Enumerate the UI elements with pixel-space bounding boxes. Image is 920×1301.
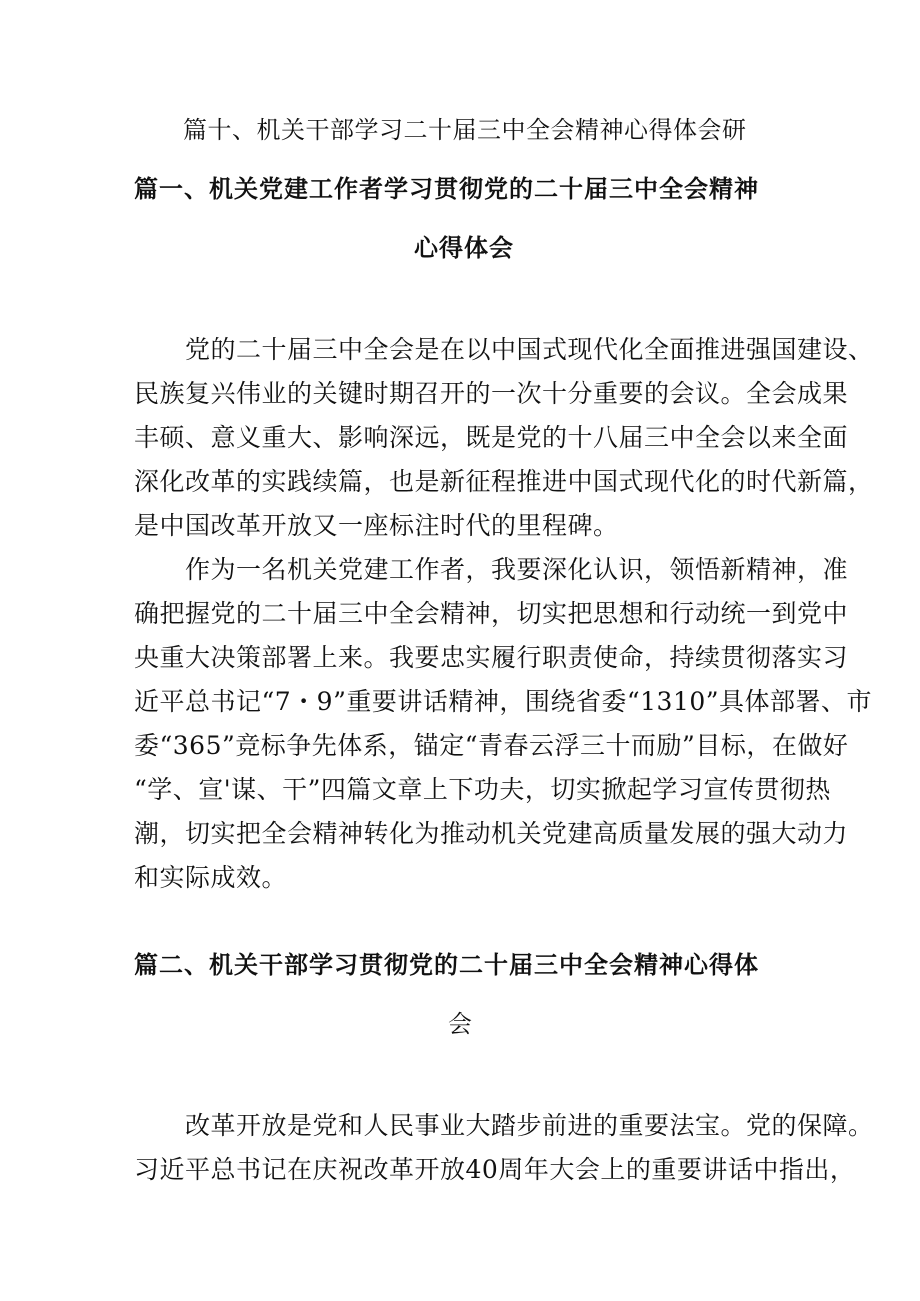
section2-title-line1: 篇二、机关干部学习贯彻党的二十届三中全会精神心得体 xyxy=(134,951,759,979)
paragraph-line: 潮，切实把全会精神转化为推动机关党建高质量发展的强大动力 xyxy=(134,819,849,848)
paragraph-line: 习近平总书记在庆祝改革开放40周年大会上的重要讲话中指出， xyxy=(134,1155,856,1184)
paragraph-line: 确把握党的二十届三中全会精神，切实把思想和行动统一到党中 xyxy=(134,599,849,628)
paragraph-line: 丰硕、意义重大、影响深远，既是党的十八届三中全会以来全面 xyxy=(134,423,849,452)
paragraph-line: 是中国改革开放又一座标注时代的里程碑。 xyxy=(134,511,619,540)
section1-title-line2: 心得体会 xyxy=(414,234,514,262)
paragraph-line: 党的二十届三中全会是在以中国式现代化全面推进强国建设、 xyxy=(134,335,874,364)
paragraph-line: 央重大决策部署上来。我要忠实履行职责使命，持续贯彻落实习 xyxy=(134,643,849,672)
paragraph-line: 改革开放是党和人民事业大踏步前进的重要法宝。党的保障。 xyxy=(134,1111,874,1140)
paragraph-line: 深化改革的实践续篇，也是新征程推进中国式现代化的时代新篇， xyxy=(134,467,874,496)
section1-title-line1: 篇一、机关党建工作者学习贯彻党的二十届三中全会精神 xyxy=(134,175,759,203)
paragraph-line: 和实际成效。 xyxy=(134,863,288,892)
paragraph-line: 作为一名机关党建工作者，我要深化认识，领悟新精神，准 xyxy=(134,555,849,584)
toc-line: 篇十、机关干部学习二十届三中全会精神心得体会研 xyxy=(183,116,747,144)
paragraph-line: 近平总书记“7・9”重要讲话精神，围绕省委“1310”具体部署、市 xyxy=(134,687,873,716)
paragraph-line: 民族复兴伟业的关键时期召开的一次十分重要的会议。全会成果 xyxy=(134,379,849,408)
paragraph-line: 委“365”竞标争先体系，锚定“青春云浮三十而励”目标，在做好 xyxy=(134,731,849,760)
section2-title-line2: 会 xyxy=(448,1010,473,1038)
paragraph-line: “学、宣'谋、干”四篇文章上下功夫，切实掀起学习宣传贯彻热 xyxy=(134,775,831,804)
